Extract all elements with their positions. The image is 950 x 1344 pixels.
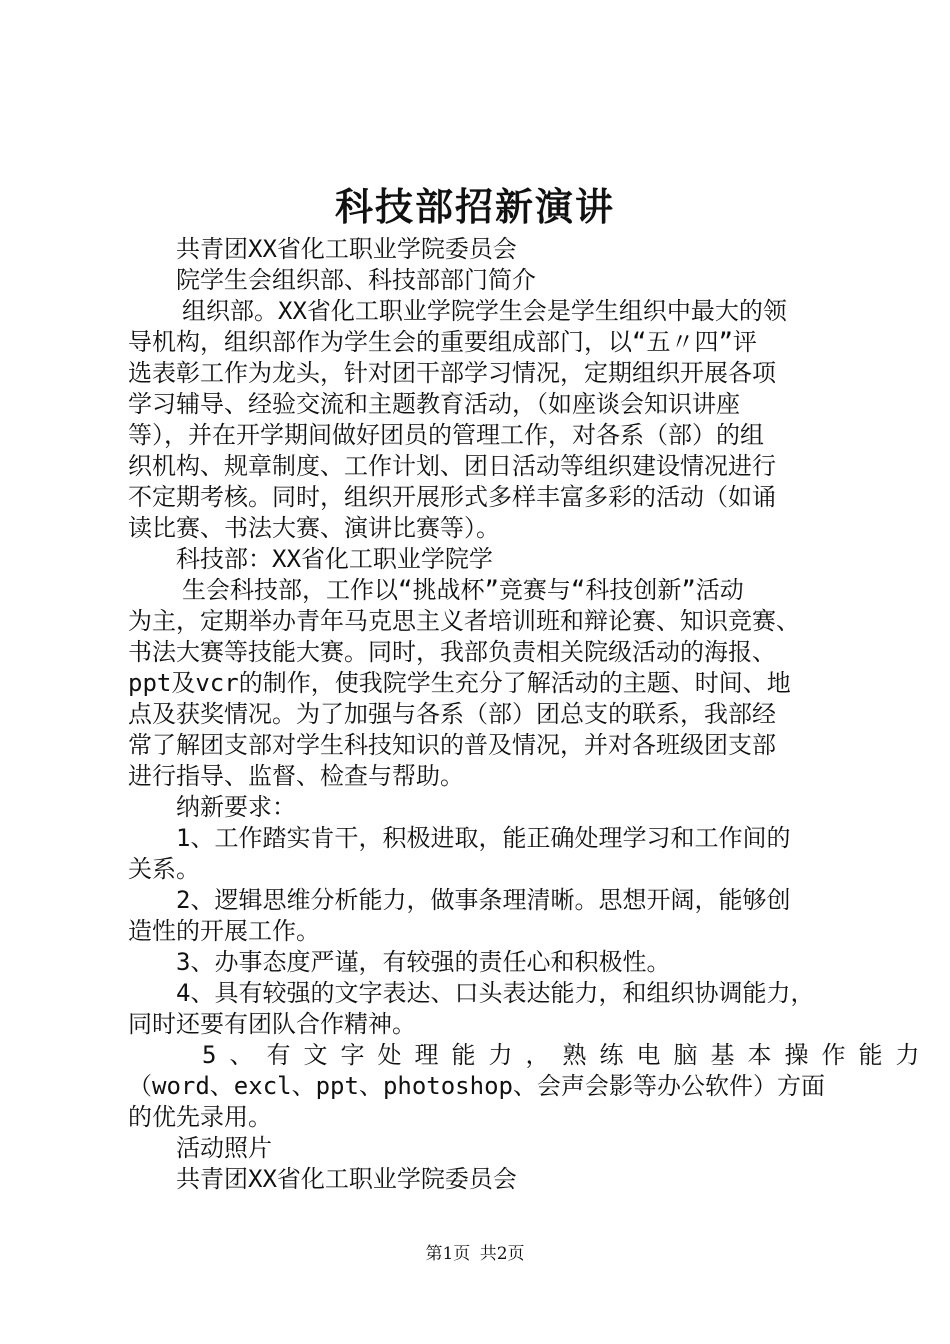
text-line: 4、具有较强的文字表达、口头表达能力，和组织协调能力， [176, 979, 815, 1007]
page-count: 共2页 [479, 1244, 525, 1264]
text-line: 关系。 [128, 855, 200, 883]
text-line: （word、excl、ppt、photoshop、会声会影等办公软件）方面 [128, 1072, 825, 1100]
text-line: 科技部：XX省化工职业学院学 [176, 545, 493, 573]
text-line: 共青团XX省化工职业学院委员会 [176, 1165, 517, 1193]
page-number: 第1页 [425, 1244, 471, 1264]
text-line: 组织部。XX省化工职业学院学生会是学生组织中最大的领 [182, 297, 787, 325]
text-line: 书法大赛等技能大赛。同时，我部负责相关院级活动的海报、 [128, 638, 776, 666]
text-line: 同时还要有团队合作精神。 [128, 1010, 416, 1038]
text-line: 2、逻辑思维分析能力，做事条理清晰。思想开阔，能够创 [176, 886, 791, 914]
text-line: 点及获奖情况。为了加强与各系（部）团总支的联系，我部经 [128, 700, 776, 728]
text-line: 读比赛、书法大赛、演讲比赛等）。 [128, 514, 500, 542]
text-line: 3、办事态度严谨，有较强的责任心和积极性。 [176, 948, 671, 976]
text-line: 不定期考核。同时，组织开展形式多样丰富多彩的活动（如诵 [128, 483, 776, 511]
text-line: 导机构，组织部作为学生会的重要组成部门，以“五〃四”评 [128, 328, 757, 356]
text-line: 为主，定期举办青年马克思主义者培训班和辩论赛、知识竞赛、 [128, 607, 800, 635]
text-line: 活动照片 [176, 1134, 272, 1162]
text-line: 生会科技部，工作以“挑战杯”竞赛与“科技创新”活动 [182, 576, 744, 604]
text-line: 学习辅导、经验交流和主题教育活动，（如座谈会知识讲座 [128, 390, 740, 418]
text-line: 的优先录用。 [128, 1103, 272, 1131]
text-line: 纳新要求： [176, 793, 296, 821]
text-line: ppt及vcr的制作，使我院学生充分了解活动的主题、时间、地 [128, 669, 791, 697]
text-line: 等），并在开学期间做好团员的管理工作，对各系（部）的组 [128, 421, 764, 449]
text-line: 院学生会组织部、科技部部门简介 [176, 266, 536, 294]
text-line: 常了解团支部对学生科技知识的普及情况，并对各班级团支部 [128, 731, 776, 759]
text-line: 共青团XX省化工职业学院委员会 [176, 235, 517, 263]
text-line: 5、有文字处理能力，熟练电脑基本操作能力 [202, 1041, 933, 1069]
text-line: 造性的开展工作。 [128, 917, 320, 945]
text-line: 织机构、规章制度、工作计划、团日活动等组织建设情况进行 [128, 452, 776, 480]
page-footer [0, 1243, 950, 1265]
text-line: 进行指导、监督、检查与帮助。 [128, 762, 464, 790]
document-body [128, 234, 933, 1195]
document-title: 科技部招新演讲 [334, 184, 615, 229]
text-line: 1、工作踏实肯干，积极进取，能正确处理学习和工作间的 [176, 824, 791, 852]
text-line: 选表彰工作为龙头，针对团干部学习情况，定期组织开展各项 [128, 359, 776, 387]
